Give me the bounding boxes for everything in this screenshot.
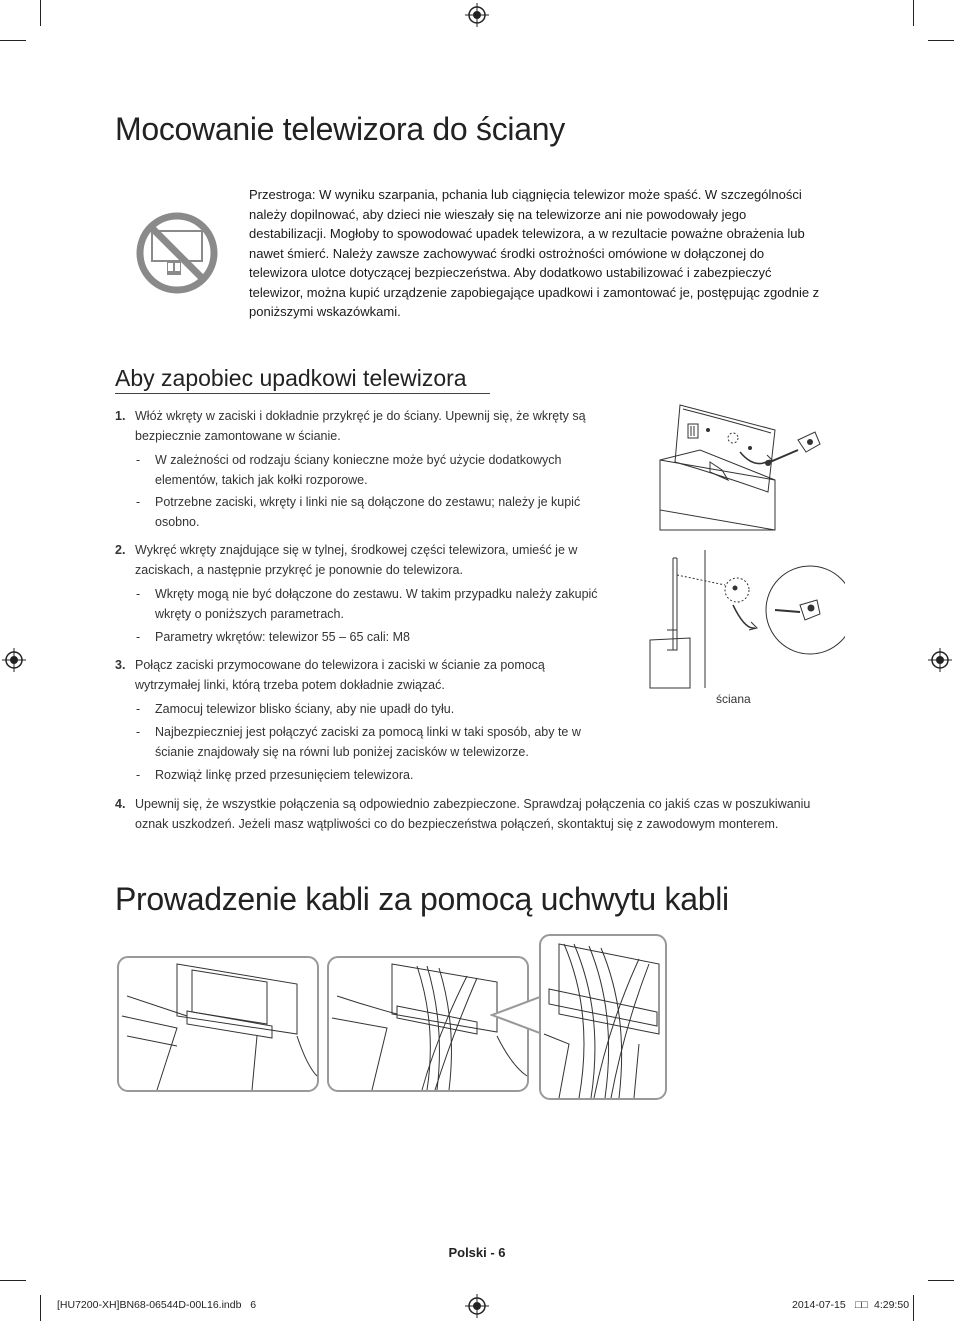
note-text: Potrzebne zaciski, wkręty i linki nie są dołączone do zestawu; należy je kupić osobno. [155,495,581,529]
step-number: 1. [115,409,126,423]
step-number: 3. [115,658,126,672]
step-number: 2. [115,543,126,557]
registration-mark-icon [928,648,952,672]
page-number: Polski - 6 [448,1245,506,1260]
note-text: Parametry wkrętów: telewizor 55 – 65 cali: M8 [155,630,410,644]
crop-mark [0,1280,26,1281]
note-text: W zależności od rodzaju ściany konieczne może być użycie dodatkowych elementów, takich jak kołki rozporowe. [155,453,562,487]
print-date-glyphs: □□ [855,1299,868,1311]
dash: - [136,725,141,739]
crop-mark [0,40,26,41]
wall-label: ściana [716,692,751,706]
crop-mark [40,1295,41,1321]
tv-wall-side-illustration [645,550,845,690]
cable-holder-zoom-illustration [539,934,667,1100]
note-text: Najbezpieczniej jest połączyć zaciski za pomocą linki w taki sposób, aby te w ścianie znajdowały się na równi lub poniżej zacisków w telewizorze. [155,725,581,759]
warning-text: Przestroga: W wyniku szarpania, pchania lub ciągnięcia telewizor może spaść. W szczególności należy dopilnować, aby dzieci nie wieszały się na telewizorze ani nie powodowały jego destabilizacji. Mogłoby to spowodować upadek telewizora, a w rezultacie poważne obrażenia lub nawet śmierć. Należy zawsze zachowywać środki ostrożności omówione w dołączonej do telewizora ulotce dotyczącej bezpieczeństwa. Aby dodatkowo ustabilizować i zabezpieczyć telewizor, można kupić urządzenie zapobiegające upadkowi i zamontować je, postępując zgodnie z poniższymi wskazówkami. [249,187,820,319]
step-text: Połącz zaciski przymocowane do telewizora i zaciski w ścianie za pomocą wytrzymałej linki, którą trzeba potem dokładnie związać. [135,658,545,692]
dash: - [136,495,141,509]
step-text: Wykręć wkręty znajdujące się w tylnej, środkowej części telewizora, umieść je w zaciskach, a następnie przykręć je ponownie do telewizora. [135,543,578,577]
registration-mark-icon [465,1294,489,1318]
dash: - [136,630,141,644]
print-time: 4:29:50 [874,1299,910,1311]
cable-holder-illustration-1 [117,956,319,1092]
dash: - [136,702,141,716]
dash: - [136,768,141,782]
note-text: Rozwiąż linkę przed przesunięciem telewizora. [155,768,414,782]
crop-mark [40,0,41,26]
print-date: 2014-07-15 [792,1299,846,1311]
dash: - [136,587,141,601]
dash: - [136,453,141,467]
crop-mark [928,40,954,41]
subsection-title: Aby zapobiec upadkowi telewizora [115,365,490,394]
section-title: Prowadzenie kabli za pomocą uchwytu kabli [115,881,729,917]
page-title: Mocowanie telewizora do ściany [115,111,565,147]
note-text: Zamocuj telewizor blisko ściany, aby nie upadł do tyłu. [155,702,455,716]
step-text: Upewnij się, że wszystkie połączenia są odpowiednio zabezpieczone. Sprawdzaj połączenia co jakiś czas w poszukiwaniu oznak uszkodzeń. Jeżeli masz wątpliwości co do bezpieczeństwa połączeń, skontaktuj się z zawodowym monterem. [135,797,811,831]
crop-mark [913,1295,914,1321]
file-info: [HU7200-XH]BN68-06544D-00L16.indb 6 [57,1299,257,1311]
no-hanging-warning-icon [135,211,219,295]
step-text: Włóż wkręty w zaciski i dokładnie przykręć je do ściany. Upewnij się, że wkręty są bezpiecznie zamontowane w ścianie. [135,409,586,443]
registration-mark-icon [2,648,26,672]
crop-mark [928,1280,954,1281]
registration-mark-icon [465,3,489,27]
step-number: 4. [115,797,126,811]
crop-mark [913,0,914,26]
note-text: Wkręty mogą nie być dołączone do zestawu. W takim przypadku należy zakupić wkręty o poniższych parametrach. [155,587,598,621]
tv-bracket-illustration [650,400,830,540]
